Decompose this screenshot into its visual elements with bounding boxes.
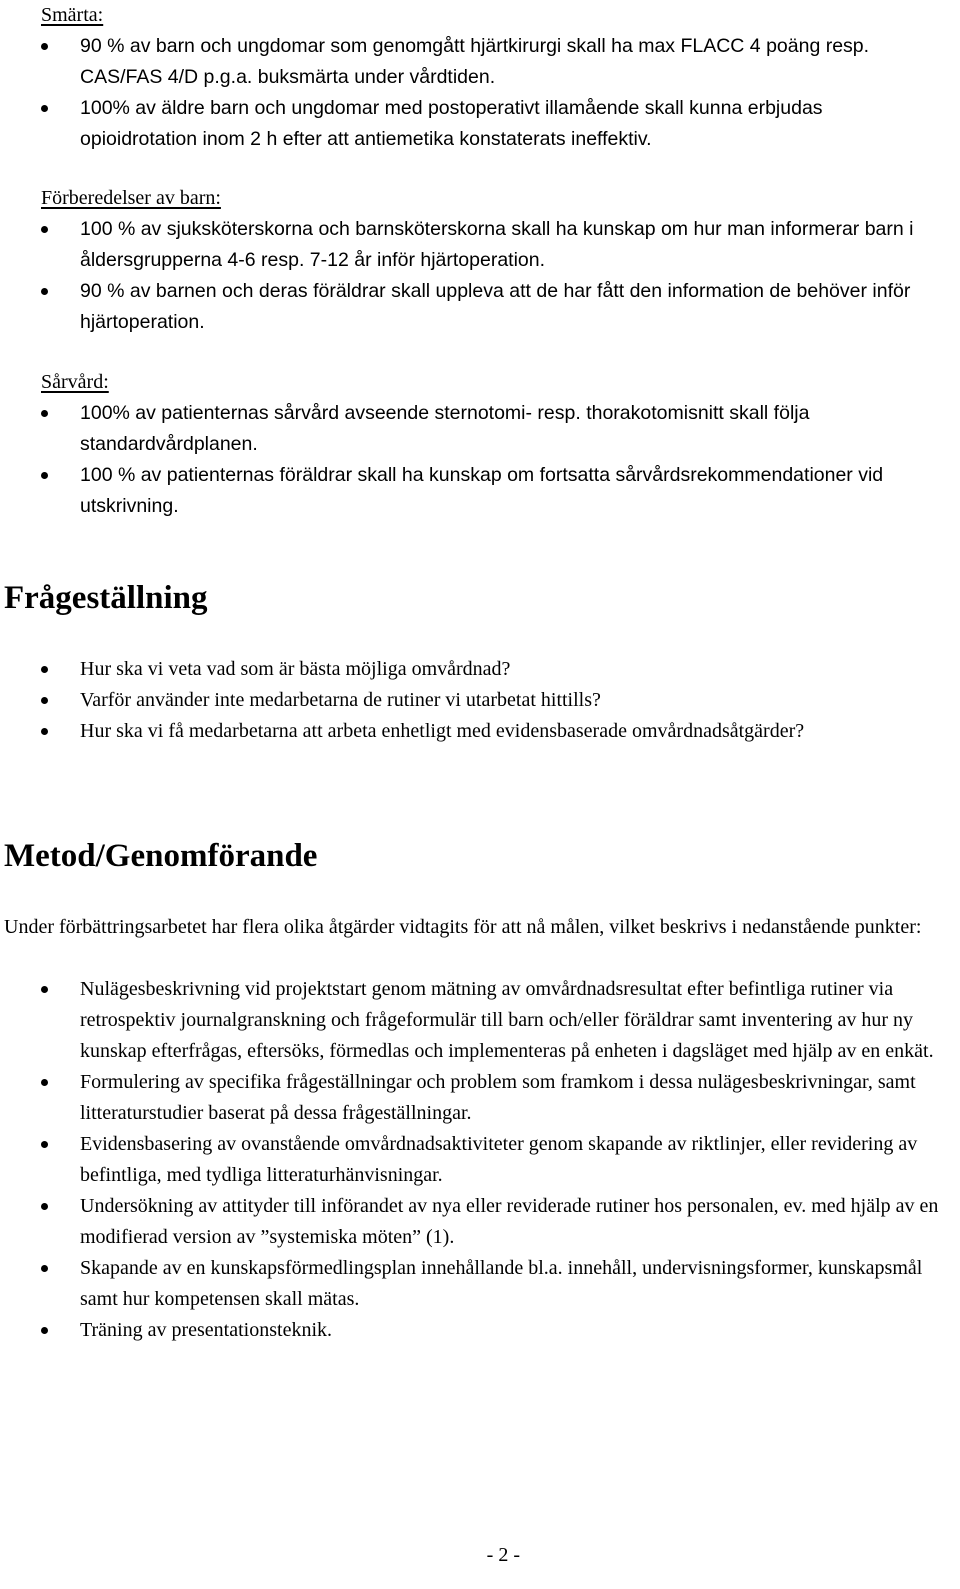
sarvard-list (0, 398, 960, 522)
list-item-text: Hur ska vi veta vad som är bästa möjliga omvårdnad? (80, 658, 511, 680)
list-item (0, 276, 960, 338)
smarta-list (0, 31, 960, 155)
list-item-text: Skapande av en kunskapsförmedlingsplan innehållande bl.a. innehåll, undervisningsformer, kunskapsmål samt hur kompetensen skall mätas. (80, 1257, 923, 1310)
bullet-icon (41, 226, 48, 233)
bullet-icon (41, 728, 48, 735)
forberedelser-list (0, 214, 960, 338)
list-item-text: 100 % av sjuksköterskorna och barnsköterskorna skall ha kunskap om hur man informerar barn i åldersgrupperna 4-6 resp. 7-12 år inför hjärtoperation. (80, 218, 914, 271)
list-item-text: 90 % av barn och ungdomar som genomgått hjärtkirurgi skall ha max FLACC 4 poäng resp. CAS/FAS 4/D p.g.a. buksmärta under vårdtiden. (80, 35, 870, 88)
list-item (0, 974, 960, 1067)
heading-metod: Metod/Genomförande (4, 838, 318, 874)
list-item (0, 1315, 960, 1346)
list-item-text: 100% av äldre barn och ungdomar med postoperativt illamående skall kunna erbjudas opioidrotation inom 2 h efter att antiemetika konstaterats ineffektiv. (80, 97, 823, 150)
bullet-icon (41, 697, 48, 704)
page-number (0, 1544, 960, 1567)
list-item-text: Träning av presentationsteknik. (80, 1319, 333, 1341)
list-item-text: Nulägesbeskrivning vid projektstart genom mätning av omvårdnadsresultat efter befintliga rutiner via retrospektiv journalgranskning och frågeformulär till barn och/eller föräldrar samt inventering av hur ny kunskap efterfrågas, eftersöks, förmedlas och implementeras på enheten i dagsläget med hjälp av en enkät. (80, 978, 934, 1062)
bullet-icon (41, 410, 48, 417)
bullet-icon (41, 43, 48, 50)
bullet-icon (41, 105, 48, 112)
list-item-text: Hur ska vi få medarbetarna att arbeta enhetligt med evidensbaserade omvårdnadsåtgärder? (80, 720, 805, 742)
list-item (0, 31, 960, 93)
bullet-icon (41, 986, 48, 993)
section-label-sarvard: Sårvård: (41, 371, 109, 393)
metod-intro: Under förbättringsarbetet har flera olika åtgärder vidtagits för att nå målen, vilket beskrivs i nedanstående punkter: (4, 916, 922, 938)
metod-list (0, 974, 960, 1346)
list-item (0, 460, 960, 522)
bullet-icon (41, 1265, 48, 1272)
list-item-text: Varför använder inte medarbetarna de rutiner vi utarbetat hittills? (80, 689, 601, 711)
list-item (0, 1129, 960, 1191)
bullet-icon (41, 1141, 48, 1148)
section-label-smarta: Smärta: (41, 4, 104, 26)
bullet-icon (41, 666, 48, 673)
bullet-icon (41, 1327, 48, 1334)
list-item (0, 1191, 960, 1253)
list-item (0, 398, 960, 460)
list-item-text: Formulering av specifika frågeställningar och problem som framkom i dessa nulägesbeskrivningar, samt litteraturstudier baserat på dessa frågeställningar. (80, 1071, 916, 1124)
list-item (0, 1067, 960, 1129)
list-item-text: 100% av patienternas sårvård avseende sternotomi- resp. thorakotomisnitt skall följa standardvårdplanen. (80, 402, 810, 455)
list-item (0, 93, 960, 155)
list-item-text: 90 % av barnen och deras föräldrar skall uppleva att de har fått den information de behöver inför hjärtoperation. (80, 280, 911, 333)
fragestallning-list (0, 654, 960, 747)
list-item (0, 1253, 960, 1315)
list-item-text: 100 % av patienternas föräldrar skall ha kunskap om fortsatta sårvårdsrekommendationer vid utskrivning. (80, 464, 884, 517)
bullet-icon (41, 1203, 48, 1210)
bullet-icon (41, 472, 48, 479)
list-item (0, 685, 960, 716)
bullet-icon (41, 1079, 48, 1086)
page-number-text: - 2 - (486, 1544, 520, 1566)
list-item-text: Undersökning av attityder till införandet av nya eller reviderade rutiner hos personalen, ev. med hjälp av en modifierad version av ”systemiska möten” (1). (80, 1195, 939, 1248)
list-item (0, 214, 960, 276)
list-item (0, 654, 960, 685)
list-item (0, 716, 960, 747)
heading-fragestallning: Frågeställning (4, 580, 208, 616)
list-item-text: Evidensbasering av ovanstående omvårdnadsaktiviteter genom skapande av riktlinjer, eller revidering av befintliga, med tydliga litteraturhänvisningar. (80, 1133, 918, 1186)
bullet-icon (41, 288, 48, 295)
section-label-forberedelser: Förberedelser av barn: (41, 187, 221, 209)
